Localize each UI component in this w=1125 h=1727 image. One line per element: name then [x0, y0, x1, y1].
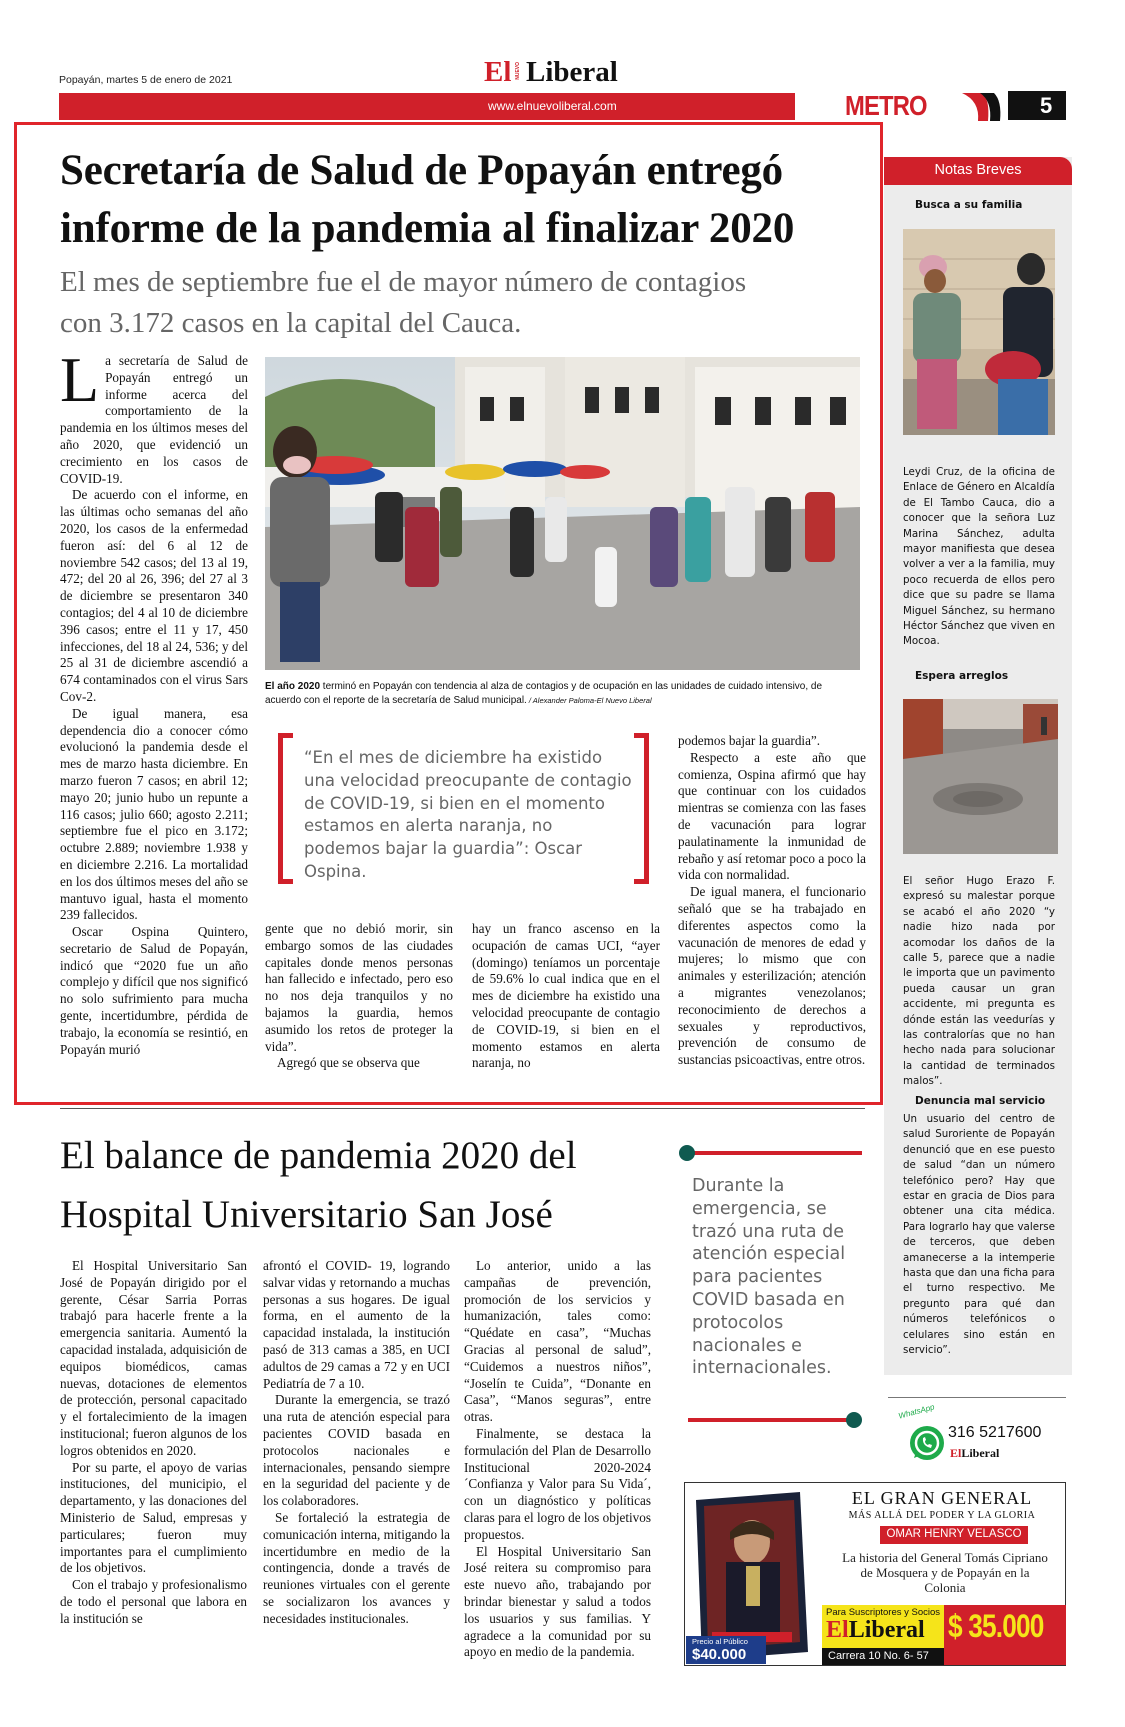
brief-3-title: Denuncia mal servicio [915, 1095, 1046, 1107]
whatsapp-number[interactable]: 316 5217600 [948, 1424, 1042, 1441]
logo-liberal: Liberal [526, 56, 618, 88]
pullquote-dot-top [679, 1145, 695, 1161]
ad-title: EL GRAN GENERAL [851, 1488, 1033, 1508]
second-c1-p2: Por su parte, el apoyo de varias instituciones, del municipio, el departamento, y las donaciones del Ministerio de Salud, empresas y particulares; fueron muy importantes para el cumplimiento de los objetivos. [60, 1459, 247, 1576]
logo-nuevo: NUEVO [515, 62, 521, 80]
ad-description: La historia del General Tomás Cipriano de Mosquera y de Popayán en la Colonia [842, 1550, 1048, 1595]
second-c2-p1: afrontó el COVID- 19, logrando salvar vidas y retornando a muchas personas a sus hogares. De igual forma, en el aumento de la capacidad instalada, la institución pasó de 313 camas a 385, en UCI adultos de 29 camas a 72 y en UCI Pediatría de 7 a 10. [263, 1258, 450, 1391]
main-p2: De acuerdo con el informe, en las últimas ocho semanas del año 2020, los casos de la enfermedad fueron así: del 6 al 12 de noviembre 542 casos; del 13 al 19, 472; del 20 al 26, 396; del 27 al 3 de diciembre se presentaron 340 contagios; del 4 al 10 de diciembre 396 casos; entre el 11 y 17, 450 infecciones, del 18 al 24, 536; y del 25 al 31 de diciembre ascendió a 674 contaminados con el virus Sars Cov-2. [60, 487, 248, 704]
second-c1-p1: El Hospital Universitario San José de Popayán dirigido por el gerente, César Sarria Porras trabajó para hacerle frente a la emergencia sanitaria. Aumentó la capacidad instalada, adquisición de equipos biomédicos, camas nuevas, dotaciones de elementos de protección, personal capacitado y el fortalecimiento de la imagen institucional; fueron algunos de los logros obtenidos en 2020. [60, 1258, 247, 1458]
second-c3-p2: Finalmente, se destaca la formulación del Plan de Desarrollo Institucional 2020-2024 ´Confianza y Valor para Su Vida´, con un diagnóstico y políticas claras para el logro de los objetivos propuestos. [464, 1425, 651, 1542]
section-swoosh [960, 89, 1010, 121]
main-c3-p1: hay un franco ascenso en la ocupación de camas UCI, “ayer (domingo) teníamos un porcentaje de 59.6% lo cual indica que en el mes de diciembre ha existido una velocidad preocupante de contagio de COVID-19, si bien en el momento estamos en alerta naranja, no [472, 921, 660, 1071]
second-col-2 [263, 1258, 450, 1628]
second-c2-p2: Durante la emergencia, se trazó una ruta de atención especial para pacientes COVID basada en protocolos nacionales e internacionales, pensando siempre en la seguridad del paciente y de los colaboradores. [263, 1392, 450, 1509]
main-photo [265, 357, 860, 670]
brief-1-photo [903, 229, 1055, 435]
photo-caption [265, 680, 860, 709]
whatsapp-brand-el: El [950, 1446, 962, 1460]
main-col-1 [60, 344, 248, 1058]
main-headline: Secretaría de Salud de Popayán entregó informe de la pandemia al finalizar 2020 [60, 147, 795, 252]
page-number: 5 [1040, 93, 1053, 118]
main-p4: Oscar Ospina Quintero, secretario de Salud de Popayán, indicó que “2020 fue un año complejo y difícil que nos significó no solo sufrimiento para mucha gente, incertidumbre, pérdida de trabajo, la economía se resintió, en Popayán murió [60, 924, 248, 1057]
brief-2-text: El señor Hugo Erazo F. expresó su malestar porque se acabó el año 2020 “y nadie hizo nada por acomodar los daños de la calle 5, parece que a nadie le importa que un pavimento pueda causar un gran accidente, mi pregunta es dónde están las veedurías y las contralorías que no han hecho nada para solucionar la cantidad de terminados malos”. [903, 875, 1055, 1088]
edition-date: Popayán, martes 5 de enero de 2021 [59, 74, 233, 86]
ad-address: Carrera 10 No. 6- 57 [828, 1650, 929, 1662]
whatsapp-brand-liberal: Liberal [961, 1446, 1000, 1460]
main-c4-p3: De igual manera, el funcionario señaló que se ha trabajado en diferentes aspectos como la vacunación de menores de edad y mujeres; lo mismo que con animales y esterilización; atención a migrantes venezolanos; reconocimiento de derechos a sexuales y reproductivos, prevención de consumo de sustancias psicoactivas, entre otros. [678, 884, 866, 1068]
ad-public-label: Precio al Público [692, 1637, 748, 1646]
main-p1: a secretaría de Salud de Popayán entregó un informe acerca del comportamiento de la pandemia en los últimos meses del año 2020, que evidenció un crecimiento en los casos de COVID-19. [60, 353, 248, 486]
main-c2-p2: Agregó que se observa que [277, 1055, 420, 1071]
ad-public-price: $40.000 [692, 1646, 747, 1663]
main-col-3 [472, 921, 660, 1072]
brief-2-title: Espera arreglos [915, 670, 1009, 682]
brief-2-photo [903, 699, 1058, 854]
page-number-box [1008, 91, 1066, 120]
dropcap: L [60, 344, 100, 415]
logo-el: El [484, 56, 512, 88]
ad-subtitle: MÁS ALLÁ DEL PODER Y LA GLORIA [848, 1510, 1036, 1521]
pullquote-rule-bottom [688, 1418, 852, 1422]
pullquote-rule-top [688, 1151, 862, 1155]
second-c1-p3: Con el trabajo y profesionalismo de todo el personal que labora en la institución se [60, 1577, 247, 1626]
caption-text: terminó en Popayán con tendencia al alza de contagios y de ocupación en las unidades de cuidado intensivo, de acuerdo con el reporte de la secretaría de Salud municipal. [265, 681, 823, 707]
sidebar-title: Notas Breves [934, 162, 1022, 178]
main-col-4 [678, 733, 866, 1069]
whatsapp-label: WhatsApp [897, 1402, 936, 1421]
ad-subs-label: Para Suscriptores y Socios [826, 1607, 941, 1618]
second-pullquote: Durante la emergencia, se trazó una ruta de atención especial para pacientes COVID basada en protocolos nacionales e internacionales. [692, 1176, 846, 1379]
section-name: METRO [845, 90, 927, 121]
main-c4-p1: podemos bajar la guardia”. [678, 733, 821, 748]
ad-brand-el: El [826, 1617, 849, 1643]
pullquote-dot-bottom [846, 1412, 862, 1428]
second-col-1 [60, 1258, 247, 1628]
second-col-3 [464, 1258, 651, 1661]
quote-bracket-right [634, 733, 649, 884]
quote-bracket-left [278, 733, 293, 884]
main-p3: De igual manera, esa dependencia dio a conocer cómo evolucionó la pandemia desde el mes de marzo hasta diciembre. En marzo fueron 7 casos; en abril 12; mayo 20; junio hubo un repunte a 116 casos; julio 660; agosto 2.211; septiembre fue el pico en 3.172; octubre 2.889; noviembre 1.938 y en diciembre 2.216. La mortalidad en los dos últimos meses del año se mantuvo igual, hasta el momento 239 fallecidos. [60, 705, 248, 923]
caption-bold: El año 2020 [265, 681, 321, 692]
ad-price: $ 35.000 [948, 1608, 1044, 1644]
second-c2-p3: Se fortaleció la estrategia de comunicación interna, mitigando la incertidumbre en medio de la contingencia, donde a través de reuniones virtuales con el gerente se socializaron los avances y necesidades institucionales. [263, 1509, 450, 1626]
sidebar-divider [888, 1397, 1066, 1398]
header-bar [59, 93, 799, 120]
second-c3-p1: Lo anterior, unido a las campañas de prevención, promoción de los servicios y humanización, tales como: “Quédate en casa”, “Muchas Gracias al personal de salud”, “Cuidemos a nuestros niños”, “Joselín te Cuida”, “Donante en Casa”, “Manos seguras”, entre otras. [464, 1258, 651, 1425]
brief-1-title: Busca a su familia [915, 199, 1023, 211]
second-c3-p3: El Hospital Universitario San José reitera su compromiso para este nuevo año, trabajando por brindar bienestar y salud a todos los usuarios y sus familias. Y agradece a la comunidad por su apoyo en medio de la pandemia. [464, 1543, 651, 1660]
whatsapp-brand [950, 1444, 999, 1462]
ad-brand [826, 1617, 925, 1644]
pull-quote: “En el mes de diciembre ha existido una velocidad preocupante de contagio de COVID-19, si bien en el momento estamos en alerta naranja, no podemos bajar la guardia”: Oscar Ospina. [304, 748, 632, 881]
ad-brand-liberal: Liberal [848, 1617, 925, 1643]
brief-1-text: Leydi Cruz, de la oficina de Enlace de Género en Alcaldía de El Tambo Cauca, dio a conocer que la señora Luz Marina Sánchez, adulta mayor manifiesta que desea volver a ver a la familia, muy poco recuerda de ellos pero dice que su padre se llama Miguel Sánchez, su hermano Héctor Sánchez que viven en Mocoa. [903, 466, 1055, 648]
main-subheadline: El mes de septiembre fue el de mayor número de contagios con 3.172 casos en la capital del Cauca. [60, 266, 747, 339]
second-headline: El balance de pandemia 2020 del Hospital Universitario San José [60, 1134, 577, 1236]
main-c2-p1: gente que no debió morir, sin embargo somos de las ciudades capitales donde menos personas han fallecido e infectado, pero eso no nos deja tranquilos y no bajamos la guardia, hemos asumido los retos de proteger la vida”. [265, 921, 453, 1054]
caption-credit: / Alexander Paloma-El Nuevo Liberal [526, 696, 652, 706]
masthead-logo [484, 56, 644, 90]
ad-author: OMAR HENRY VELASCO [886, 1528, 1022, 1540]
website-link[interactable]: www.elnuevoliberal.com [488, 99, 617, 113]
main-c4-p2: Respecto a este año que comienza, Ospina afirmó que hay que continuar con los cuidados mientras se comienza con las fases de vacunación para lograr paulatinamente la inmunidad de rebaño y así retomar poco a poco la vida con normalidad. [678, 749, 866, 883]
brief-3-text: Un usuario del centro de salud Suroriente de Popayán denunció que en ese puesto de salud “dan un número telefónico pero? Hay que estar en gracia de Dios para obtener una cita médica. Para lograrlo hay que valerse de terceros, que deben amanecerse a la intemperie hasta que dan una ficha para el turno respectivo. Me pregunto para qué dan números telefónicos o celulares sino están en servicio”. [903, 1113, 1055, 1357]
main-col-2 [265, 921, 453, 1072]
article-divider [60, 1108, 865, 1109]
whatsapp-icon[interactable] [902, 1416, 952, 1466]
